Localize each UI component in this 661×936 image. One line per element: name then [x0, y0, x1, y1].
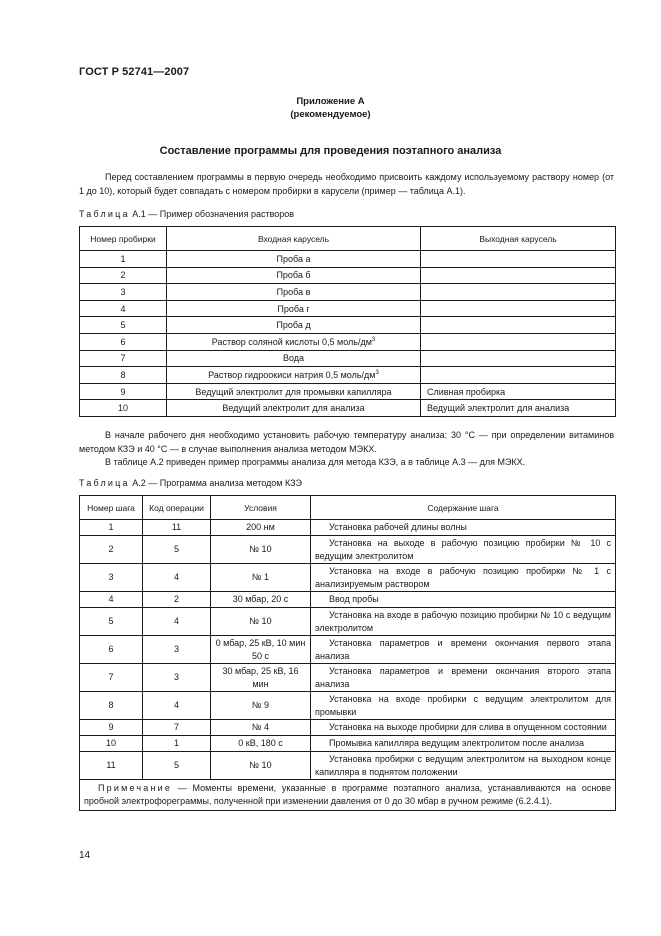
table-row	[80, 383, 616, 400]
tables-reference-paragraph: В таблице А.2 приведен пример программы анализа для метода КЗЭ, а в таблице А.3 — для МЭКХ.	[105, 457, 526, 467]
output-carousel-cell	[421, 267, 616, 284]
step-content-cell: Установка рабочей длины волны	[311, 520, 616, 536]
operation-code-cell: 5	[143, 752, 211, 780]
table-row	[80, 284, 616, 301]
output-carousel-cell	[421, 300, 616, 317]
section-title: Составление программы для проведения поэтапного анализа	[159, 145, 502, 157]
step-number-cell: 10	[80, 736, 143, 752]
output-carousel-cell	[421, 367, 616, 384]
step-number-cell: 7	[80, 664, 143, 692]
column-header-conditions: Условия	[211, 496, 311, 520]
page-number: 14	[79, 850, 91, 861]
conditions-cell: № 10	[211, 752, 311, 780]
table-row	[80, 317, 616, 334]
appendix-title: Приложение А	[296, 96, 365, 107]
conditions-cell: 30 мбар, 20 с	[211, 592, 311, 608]
column-header-operation-code: Код операции	[143, 496, 211, 520]
step-content-cell: Установка на выходе пробирки для слива в опущенном состоянии	[311, 720, 616, 736]
operation-code-cell: 7	[143, 720, 211, 736]
table-header-row	[80, 496, 616, 520]
output-carousel-cell	[421, 284, 616, 301]
table-row	[80, 720, 616, 736]
column-header-step-content: Содержание шага	[311, 496, 616, 520]
table-row	[80, 536, 616, 564]
column-header-output-carousel: Выходная карусель	[421, 227, 616, 251]
tube-number-cell: 1	[80, 251, 167, 268]
table-row	[80, 592, 616, 608]
conditions-cell: № 10	[211, 536, 311, 564]
step-content-cell: Установка пробирки с ведущим электролитом на выходном конце капилляра в поднятом положении	[311, 752, 616, 780]
conditions-cell: № 10	[211, 608, 311, 636]
step-content-cell: Ввод пробы	[311, 592, 616, 608]
conditions-cell: 0 мбар, 25 кВ, 10 мин 50 с	[211, 636, 311, 664]
conditions-cell: № 4	[211, 720, 311, 736]
tube-number-cell: 4	[80, 300, 167, 317]
step-content-cell: Установка на входе пробирки с ведущим электролитом для промывки	[311, 692, 616, 720]
table-row	[80, 636, 616, 664]
operation-code-cell: 1	[143, 736, 211, 752]
input-carousel-cell: Ведущий электролит для промывки капилляра	[167, 383, 421, 400]
output-carousel-cell	[421, 333, 616, 350]
conditions-cell: № 1	[211, 564, 311, 592]
step-content-cell: Установка на входе в рабочую позицию пробирки № 1 с анализируемым раствором	[311, 564, 616, 592]
table2-caption-text: А.2 — Программа анализа методом КЗЭ	[132, 478, 302, 488]
table1-caption-text: А.1 — Пример обозначения растворов	[132, 209, 295, 219]
intro-paragraph: Перед составлением программы в первую очередь необходимо присвоить каждому используемому раствору номер (от 1 до 10), который будет совпадать с номером пробирки в карусели (пример — таблица А.1).	[79, 172, 614, 196]
step-content-cell: Промывка капилляра ведущим электролитом после анализа	[311, 736, 616, 752]
analysis-program-table	[79, 495, 616, 811]
input-carousel-cell: Проба б	[167, 267, 421, 284]
table-row	[80, 520, 616, 536]
step-content-cell: Установка на выходе в рабочую позицию пробирки № 10 с ведущим электролитом	[311, 536, 616, 564]
table-note	[80, 780, 616, 811]
solutions-table	[79, 226, 616, 417]
table-row	[80, 267, 616, 284]
input-carousel-cell: Проба г	[167, 300, 421, 317]
output-carousel-cell: Ведущий электролит для анализа	[421, 400, 616, 417]
tube-number-cell: 10	[80, 400, 167, 417]
appendix-status: (рекомендуемое)	[290, 109, 371, 120]
conditions-cell: 0 кВ, 180 с	[211, 736, 311, 752]
operation-code-cell: 5	[143, 536, 211, 564]
input-carousel-cell: Проба а	[167, 251, 421, 268]
operation-code-cell: 3	[143, 636, 211, 664]
step-number-cell: 5	[80, 608, 143, 636]
column-header-step-number: Номер шага	[80, 496, 143, 520]
conditions-cell: № 9	[211, 692, 311, 720]
superscript: 3	[371, 336, 376, 343]
output-carousel-cell	[421, 317, 616, 334]
step-number-cell: 1	[80, 520, 143, 536]
step-number-cell: 8	[80, 692, 143, 720]
table-row	[80, 692, 616, 720]
tube-number-cell: 7	[80, 350, 167, 367]
operation-code-cell: 11	[143, 520, 211, 536]
output-carousel-cell: Сливная пробирка	[421, 383, 616, 400]
step-number-cell: 3	[80, 564, 143, 592]
table1-caption-prefix: Таблица	[79, 209, 130, 219]
tube-number-cell: 2	[80, 267, 167, 284]
step-content-cell: Установка параметров и времени окончания второго этапа анализа	[311, 664, 616, 692]
table-row	[80, 736, 616, 752]
table2-caption-prefix: Таблица	[79, 478, 130, 488]
document-header: ГОСТ Р 52741—2007	[79, 66, 190, 78]
step-number-cell: 4	[80, 592, 143, 608]
input-carousel-cell: Вода	[167, 350, 421, 367]
table-row	[80, 300, 616, 317]
table-row	[80, 350, 616, 367]
tube-number-cell: 3	[80, 284, 167, 301]
table1-caption	[79, 209, 294, 219]
operation-code-cell: 4	[143, 608, 211, 636]
operation-code-cell: 3	[143, 664, 211, 692]
step-number-cell: 6	[80, 636, 143, 664]
temperature-paragraph: В начале рабочего дня необходимо установить рабочую температуру анализа: 30 °С — при определении витаминов методом КЗЭ и 40 °С — в случае выполнения анализа методом МЭКХ.	[79, 430, 614, 454]
table-row	[80, 564, 616, 592]
tube-number-cell: 8	[80, 367, 167, 384]
table2-caption	[79, 478, 302, 488]
output-carousel-cell	[421, 251, 616, 268]
output-carousel-cell	[421, 350, 616, 367]
operation-code-cell: 4	[143, 692, 211, 720]
operation-code-cell: 4	[143, 564, 211, 592]
input-carousel-cell: Проба д	[167, 317, 421, 334]
step-number-cell: 9	[80, 720, 143, 736]
column-header-input-carousel: Входная карусель	[167, 227, 421, 251]
note-label: Примечание	[98, 783, 173, 793]
input-carousel-cell: Проба в	[167, 284, 421, 301]
table-note-row	[80, 780, 616, 811]
table-row	[80, 664, 616, 692]
table-row	[80, 251, 616, 268]
step-number-cell: 11	[80, 752, 143, 780]
step-content-cell: Установка параметров и времени окончания первого этапа анализа	[311, 636, 616, 664]
note-text: — Моменты времени, указанные в программе поэтапного анализа, устанавливаются на основе пробной электрофореграммы, полученной при изменении давления от 0 до 30 мбар в ручном режиме (6.2.4.1).	[84, 783, 611, 806]
table-header-row	[80, 227, 616, 251]
table-row	[80, 367, 616, 384]
table-row	[80, 608, 616, 636]
conditions-cell: 30 мбар, 25 кВ, 16 мин	[211, 664, 311, 692]
tube-number-cell: 6	[80, 333, 167, 350]
tube-number-cell: 5	[80, 317, 167, 334]
operation-code-cell: 2	[143, 592, 211, 608]
step-number-cell: 2	[80, 536, 143, 564]
step-content-cell: Установка на входе в рабочую позицию пробирки № 10 с ведущим электролитом	[311, 608, 616, 636]
conditions-cell: 200 нм	[211, 520, 311, 536]
tube-number-cell: 9	[80, 383, 167, 400]
table-row	[80, 333, 616, 350]
input-carousel-cell: Раствор гидроокиси натрия 0,5 моль/$дм^3$	[167, 367, 421, 384]
table-row	[80, 400, 616, 417]
input-carousel-cell: Ведущий электролит для анализа	[167, 400, 421, 417]
input-carousel-cell: Раствор соляной кислоты 0,5 моль/$дм^3$	[167, 333, 421, 350]
superscript: 3	[375, 369, 379, 376]
column-header-tube-number: Номер пробирки	[80, 227, 167, 251]
table-row	[80, 752, 616, 780]
